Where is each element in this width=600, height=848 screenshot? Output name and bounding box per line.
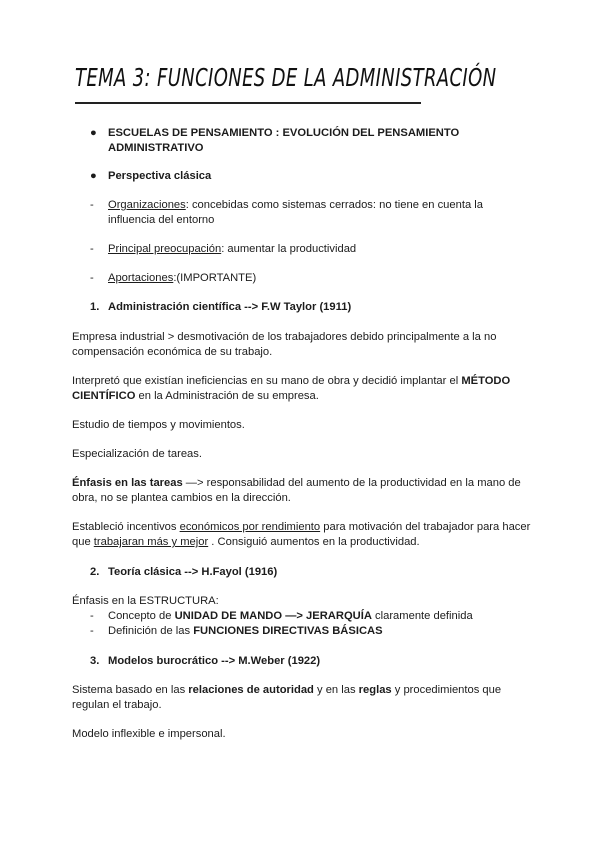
- text: —> responsabilidad del aumento de la productividad en la mano de obra, no se plantea cambios en la dirección.: [72, 477, 521, 504]
- text-underlined: económicos por rendimiento: [179, 521, 321, 533]
- bullet-heading-escuelas: ESCUELAS DE PENSAMIENTO : EVOLUCIÓN DEL PENSAMIENTO ADMINISTRATIVO: [108, 127, 460, 154]
- dash-marker: -: [90, 625, 94, 637]
- text: Estableció incentivos: [72, 521, 180, 533]
- paragraph: [72, 374, 532, 404]
- item-label: Organizaciones: [108, 199, 186, 211]
- text: Definición de las: [108, 625, 194, 637]
- list-item-funciones-directivas: [108, 624, 508, 639]
- dash-marker: -: [90, 610, 94, 622]
- item-label: Aportaciones: [108, 272, 174, 284]
- paragraph: Estudio de tiempos y movimientos.: [72, 419, 245, 431]
- text: Interpretó que existían ineficiencias en su mano de obra y decidió implantar el: [72, 375, 462, 387]
- bullet-marker: ●: [90, 170, 97, 182]
- section-heading-fayol: Teoría clásica --> H.Fayol (1916): [108, 566, 278, 578]
- item-text: :(IMPORTANTE): [173, 272, 257, 284]
- dash-marker: -: [90, 272, 94, 284]
- section-heading-weber: Modelos burocrático --> M.Weber (1922): [108, 655, 321, 667]
- page-title: TEMA 3: FUNCIONES DE LA ADMINISTRACIÓN: [75, 63, 497, 92]
- paragraph: [72, 683, 532, 713]
- section-number: 1.: [90, 301, 100, 313]
- text-bold: reglas: [358, 684, 392, 696]
- text: Concepto de: [108, 610, 175, 622]
- text-bold: FUNCIONES DIRECTIVAS BÁSICAS: [193, 625, 383, 637]
- text: y procedimientos que regulan el trabajo.: [72, 684, 502, 711]
- list-item-aportaciones: [108, 271, 508, 286]
- list-item-preocupacion: [108, 242, 508, 257]
- text: en la Administración de su empresa.: [135, 390, 319, 402]
- section-number: 3.: [90, 655, 100, 667]
- paragraph: Especialización de tareas.: [72, 448, 202, 460]
- text-bold: UNIDAD DE MANDO —> JERARQUÍA: [174, 610, 372, 622]
- text-underlined: trabajaran más y mejor: [93, 536, 209, 548]
- paragraph: Énfasis en la ESTRUCTURA:: [72, 595, 219, 607]
- text: para motivación del trabajador para hacer que: [72, 521, 531, 548]
- section-heading-taylor: Administración científica --> F.W Taylor (1911): [108, 301, 352, 313]
- section-number: 2.: [90, 566, 100, 578]
- text-bold: MÉTODO CIENTÍFICO: [72, 375, 511, 402]
- paragraph: [72, 520, 532, 550]
- list-item-organizaciones: [108, 198, 508, 228]
- text: claramente definida: [371, 610, 473, 622]
- paragraph: Modelo inflexible e impersonal.: [72, 728, 226, 740]
- text: y en las: [313, 684, 359, 696]
- item-text: : aumentar la productividad: [221, 243, 357, 255]
- dash-marker: -: [90, 199, 94, 211]
- bullet-marker: ●: [90, 127, 97, 139]
- dash-marker: -: [90, 243, 94, 255]
- bullet-heading-perspectiva: Perspectiva clásica: [108, 170, 212, 182]
- paragraph: Empresa industrial > desmotivación de los trabajadores debido principalmente a la no compensación económica de su trabajo.: [72, 331, 497, 358]
- list-item-unidad-mando: [108, 609, 508, 624]
- text-bold: Énfasis en las tareas: [72, 477, 183, 489]
- text: Sistema basado en las: [72, 684, 189, 696]
- item-label: Principal preocupación: [108, 243, 222, 255]
- paragraph: [72, 476, 532, 506]
- text-bold: relaciones de autoridad: [188, 684, 314, 696]
- item-text: : concebidas como sistemas cerrados: no tiene en cuenta la influencia del entorno: [108, 199, 483, 226]
- title-underline: [75, 102, 421, 104]
- text: . Consiguió aumentos en la productividad.: [208, 536, 420, 548]
